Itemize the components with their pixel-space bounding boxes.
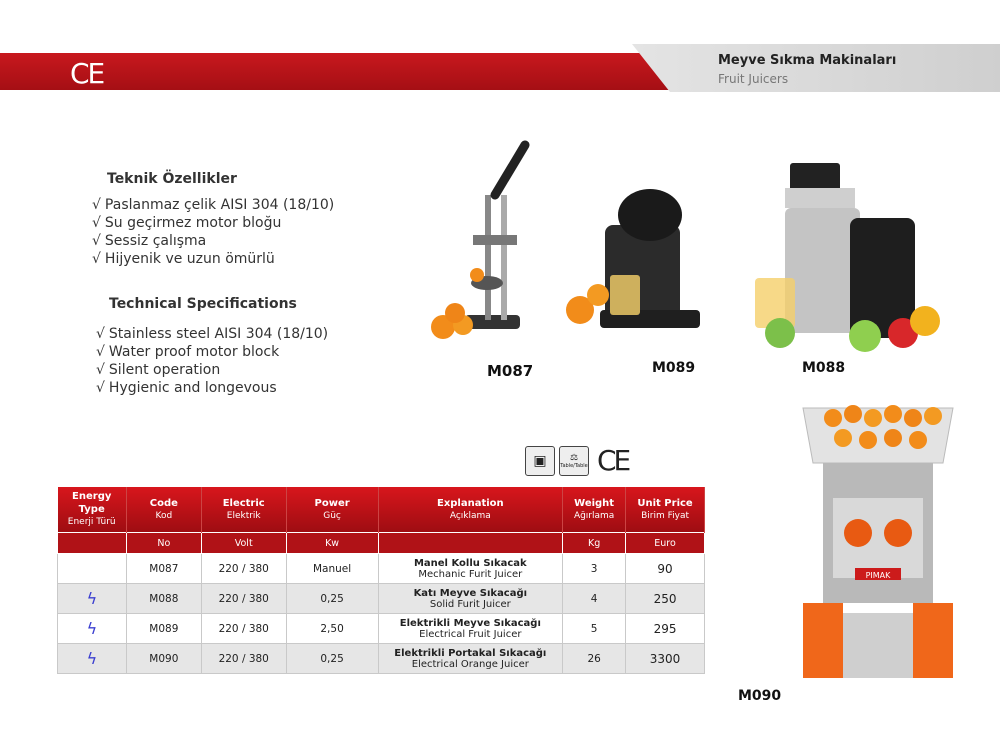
lightning-icon: ϟ [86,619,98,638]
spec-item: √ Water proof motor block [96,343,328,361]
col-electric: Electric Elektrik [201,487,286,533]
spec-item: √ Sessiz çalışma [92,232,334,250]
table-row: M087 220 / 380 Manuel Manel Kollu Sıkacak Mechanic Furit Juicer 3 90 [58,554,705,584]
header-grey-bar [632,44,1000,92]
col-explanation: Explanation Açıklama [378,487,563,533]
specs-title-tr: Teknik Özellikler [107,171,237,187]
product-label-m088: M088 [802,360,846,376]
table-row: ϟ M090 220 / 380 0,25 Elektrikli Portakal Sıkacağı Electrical Orange Juicer 26 3300 [58,644,705,674]
col-power: Power Güç [286,487,378,533]
page-title-en: Fruit Juicers [718,72,789,86]
spec-item: √ Paslanmaz çelik AISI 304 (18/10) [92,196,334,214]
product-label-m090: M090 [738,688,782,704]
energy-cell [58,644,127,674]
col-unit-price: Unit Price Birim Fiyat [626,487,705,533]
table-header-row [58,487,705,533]
weight-icon: ⚖ [569,452,579,463]
spec-item: √ Hygienic and longevous [96,379,328,397]
page-title-tr: Meyve Sıkma Makinaları [718,53,897,68]
table-row: ϟ M089 220 / 380 2,50 Elektrikli Meyve Sıkacağı Electrical Fruit Juicer 5 295 [58,614,705,644]
pimak-brand-label: PIMAK [865,571,891,580]
energy-cell [58,554,127,584]
energy-cell [58,614,127,644]
specs-list-en [96,325,328,397]
specs-list-tr [92,196,334,268]
product-label-m087: M087 [487,362,534,380]
spec-item: √ Hijyenik ve uzun ömürlü [92,250,334,268]
m087-manual-juicer-image [425,135,545,350]
energy-cell [58,584,127,614]
spec-item: √ Stainless steel AISI 304 (18/10) [96,325,328,343]
col-weight: Weight Ağırlama [563,487,626,533]
col-energy-type: Energy Type Enerji Türü [58,487,127,533]
box-icon: ▣ [525,446,555,476]
product-label-m089: M089 [652,360,696,376]
ce-mark-icon: CE [597,444,629,477]
units-row: No Volt Kw Kg Euro [58,533,705,554]
price-table [57,487,705,674]
col-code: Code Kod [126,487,201,533]
specs-title-en: Technical Specifications [109,296,297,312]
lightning-icon: ϟ [86,649,98,668]
ce-mark-logo: CE [70,57,104,90]
m089-electric-juicer-image [560,185,705,335]
certification-icons [525,444,628,477]
spec-item: √ Silent operation [96,361,328,379]
table-label: Table/Table [560,462,588,469]
table-weight-icon [559,446,589,476]
m088-solid-juicer-image [735,158,945,353]
table-row: ϟ M088 220 / 380 0,25 Katı Meyve Sıkacağı Solid Furit Juicer 4 250 [58,584,705,614]
spec-item: √ Su geçirmez motor bloğu [92,214,334,232]
m090-orange-juicer-image [793,398,963,683]
lightning-icon: ϟ [86,589,98,608]
